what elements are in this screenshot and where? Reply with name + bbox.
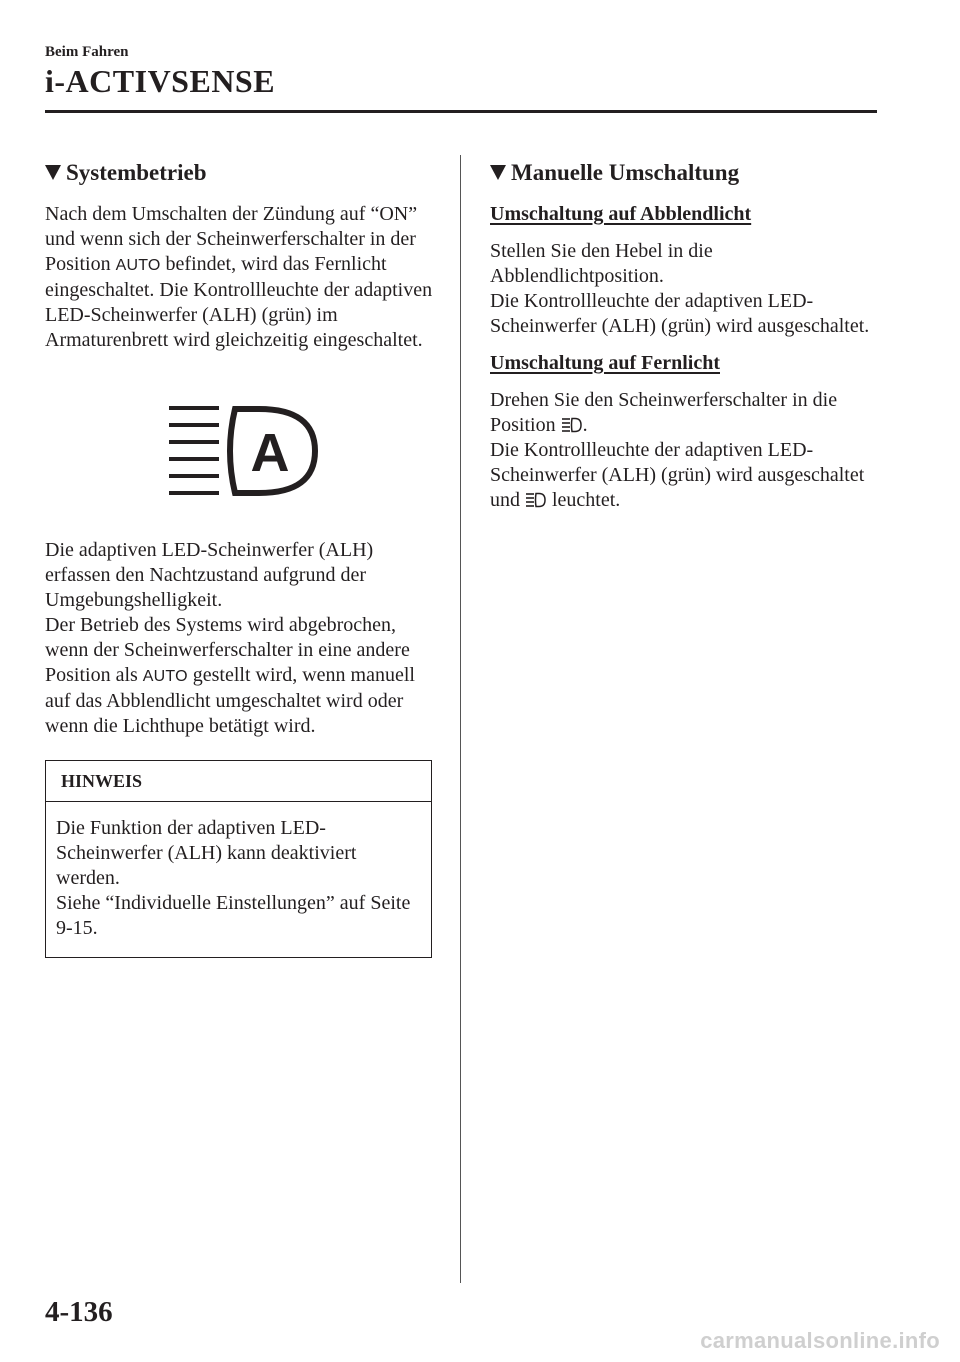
text-segment: Der Betrieb des Systems wird abgebrochen, wenn der Scheinwerferschalter in eine andere Position als [45, 614, 410, 686]
text-segment: gestellt wird, wenn manuell auf das Abblendlicht umgeschaltet wird oder wenn die Lichthupe betätigt wird. [45, 664, 415, 737]
page-header [45, 42, 875, 100]
text-segment: . [582, 414, 588, 436]
text-segment: Die Kontrollleuchte der adaptiven LED-Scheinwerfer (ALH) (grün) wird ausgeschaltet und [490, 439, 865, 511]
column-divider [460, 155, 461, 1283]
auto-switch-label: AUTO [142, 668, 188, 685]
subheading-low-beam: Umschaltung auf Abblendlicht [490, 203, 752, 225]
paragraph-cancel [45, 613, 440, 739]
text-segment: Nach dem Umschalten der Zündung auf “ON” und wenn sich der Scheinwerferschalter in der Position [45, 203, 418, 275]
text-segment: leuchtet. [547, 489, 621, 511]
high-beam-icon [562, 417, 582, 433]
footer-watermark: carmanualsonline.info [700, 1328, 940, 1353]
paragraph-high-beam-1 [490, 388, 880, 438]
note-line: Siehe “Individuelle Einstellungen” auf Seite 9-15. [56, 892, 411, 939]
text-segment: Drehen Sie den Scheinwerferschalter in die Position [490, 389, 838, 436]
alh-indicator-letter: A [250, 423, 290, 483]
section-title: Systembetrieb [66, 160, 207, 185]
right-column [490, 158, 880, 513]
subheading-high-beam: Umschaltung auf Fernlicht [490, 352, 720, 374]
paragraph-low-beam-2: Die Kontrollleuchte der adaptiven LED-Scheinwerfer (ALH) (grün) wird ausgeschaltet. [490, 290, 870, 337]
header-rule [45, 110, 877, 113]
page-number: 4-136 [45, 1296, 113, 1328]
paragraph-low-beam-1: Stellen Sie den Hebel in die Abblendlichtposition. [490, 240, 713, 287]
section-heading-systembetrieb [45, 158, 440, 188]
section-title: Manuelle Umschaltung [511, 160, 740, 185]
note-title: HINWEIS [46, 761, 431, 802]
note-box [45, 760, 432, 958]
section-heading-manuelle-umschaltung [490, 158, 880, 188]
chapter-title: i-ACTIVSENSE [45, 63, 276, 99]
left-column [45, 158, 440, 958]
auto-switch-label: AUTO [115, 257, 161, 274]
paragraph-detection: Die adaptiven LED-Scheinwerfer (ALH) erfassen den Nachtzustand aufgrund der Umgebungshelligkeit. [45, 539, 374, 611]
paragraph-activation [45, 202, 440, 353]
note-body [46, 802, 431, 957]
triangle-down-icon [45, 165, 61, 180]
text-segment: befindet, wird das Fernlicht eingeschaltet. Die Kontrollleuchte der adaptiven LED-Scheinwerfer (ALH) (grün) im Armaturenbrett wird gleichzeitig eingeschaltet. [45, 253, 433, 351]
breadcrumb: Beim Fahren [45, 44, 129, 60]
paragraph-high-beam-2 [490, 438, 880, 513]
alh-indicator-icon [167, 403, 319, 498]
note-line: Die Funktion der adaptiven LED-Scheinwerfer (ALH) kann deaktiviert werden. [56, 817, 357, 889]
triangle-down-icon [490, 165, 506, 180]
high-beam-icon [526, 492, 546, 508]
